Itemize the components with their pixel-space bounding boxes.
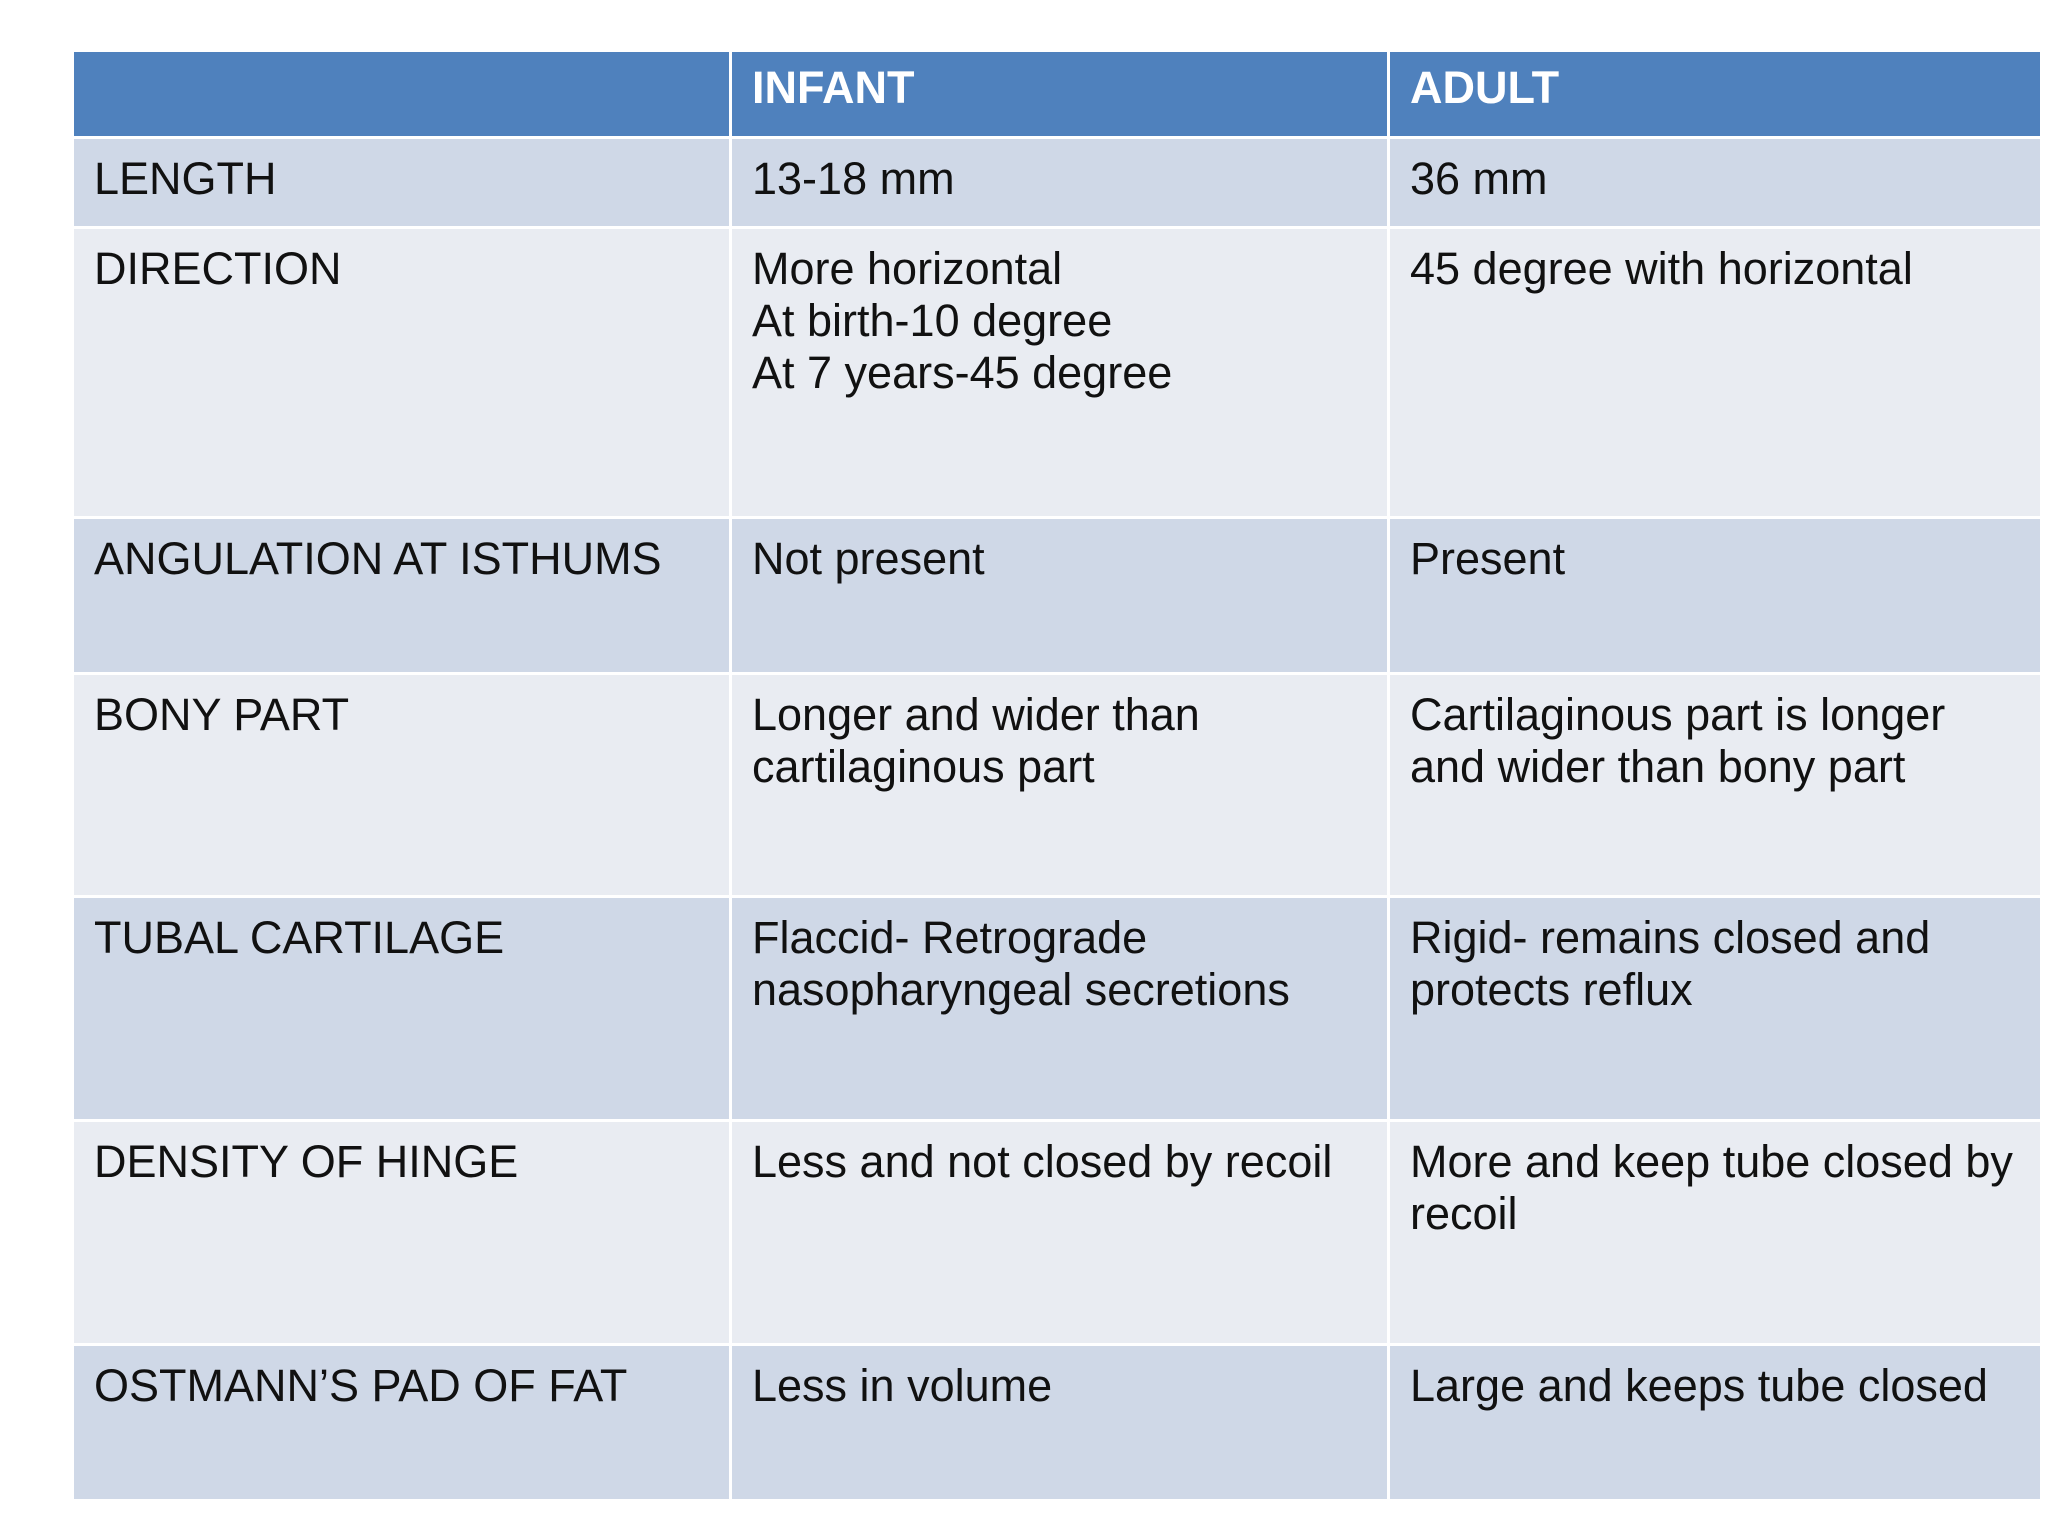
adult-cell (1389, 518, 2042, 674)
cell-text: Less in volume (752, 1360, 1053, 1411)
adult-cell (1389, 138, 2042, 228)
cell-text: Not present (752, 533, 985, 584)
table-row-density-of-hinge (73, 1121, 2042, 1345)
header-cell-empty (73, 51, 731, 138)
infant-cell (731, 228, 1389, 518)
row-label: LENGTH (73, 138, 731, 228)
table-row-angulation (73, 518, 2042, 674)
row-label: DIRECTION (73, 228, 731, 518)
row-label: TUBAL CARTILAGE (73, 897, 731, 1121)
cell-text: More horizontal (752, 243, 1063, 294)
cell-text: Longer and wider than cartilaginous part (752, 689, 1200, 792)
adult-cell (1389, 1121, 2042, 1345)
cell-text: Cartilaginous part is longer and wider than bony part (1410, 689, 1946, 792)
infant-cell (731, 1121, 1389, 1345)
cell-text: Large and keeps tube closed (1410, 1360, 1988, 1411)
adult-cell (1389, 897, 2042, 1121)
cell-text: At birth-10 degree (752, 295, 1113, 346)
cell-text: More and keep tube closed by recoil (1410, 1136, 2013, 1239)
cell-text: Rigid- remains closed and protects reflux (1410, 912, 1931, 1015)
cell-text: Present (1410, 533, 1566, 584)
cell-text: 45 degree with horizontal (1410, 243, 1913, 294)
infant-cell (731, 138, 1389, 228)
row-label: ANGULATION AT ISTHUMS (73, 518, 731, 674)
cell-text: At 7 years-45 degree (752, 347, 1173, 398)
header-cell-infant: INFANT (731, 51, 1389, 138)
table-row-direction (73, 228, 2042, 518)
adult-cell (1389, 1345, 2042, 1501)
cell-text: 36 mm (1410, 153, 1548, 204)
cell-text: Less and not closed by recoil (752, 1136, 1333, 1187)
cell-text: 13-18 mm (752, 153, 955, 204)
row-label: DENSITY OF HINGE (73, 1121, 731, 1345)
table-row-length (73, 138, 2042, 228)
adult-cell (1389, 228, 2042, 518)
infant-cell (731, 1345, 1389, 1501)
cell-text: Flaccid- Retrograde nasopharyngeal secretions (752, 912, 1290, 1015)
row-label: BONY PART (73, 674, 731, 897)
table-row-bony-part (73, 674, 2042, 897)
table-row-tubal-cartilage (73, 897, 2042, 1121)
infant-cell (731, 897, 1389, 1121)
header-cell-adult: ADULT (1389, 51, 2042, 138)
infant-cell (731, 674, 1389, 897)
table-row-ostmanns-pad (73, 1345, 2042, 1501)
header-row (73, 51, 2042, 138)
comparison-table (71, 49, 2043, 1502)
infant-cell (731, 518, 1389, 674)
row-label: OSTMANN’S PAD OF FAT (73, 1345, 731, 1501)
adult-cell (1389, 674, 2042, 897)
